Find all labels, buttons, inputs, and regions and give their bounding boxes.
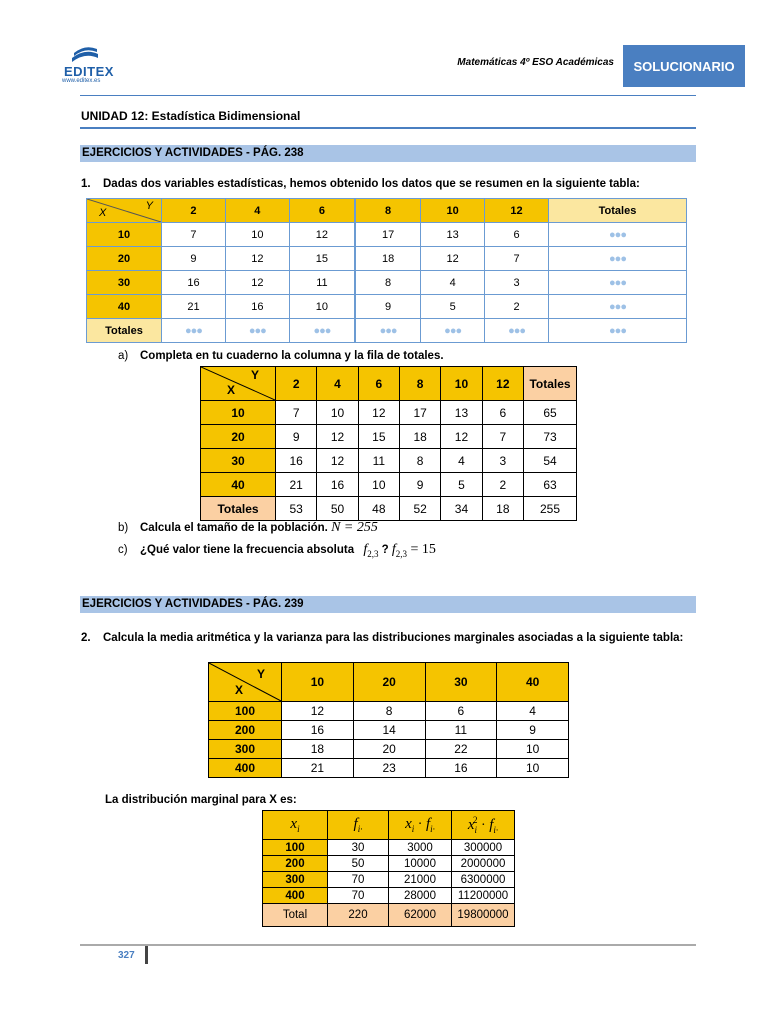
table-row-total (263, 904, 515, 927)
row-header-totales: Totales (87, 319, 162, 343)
row-header: 30 (87, 271, 162, 295)
table-cell: 2 (482, 473, 523, 497)
table-cell: 21 (276, 473, 317, 497)
table-cell: 53 (276, 497, 317, 521)
table-cell: 10 (497, 759, 569, 778)
subject-title: Matemáticas 4º ESO Académicas (457, 57, 614, 68)
corner-x: X (99, 207, 107, 219)
table-cell: 22 (425, 740, 497, 759)
table-cell: 12 (225, 247, 289, 271)
subquestion-letter: c) (118, 544, 128, 556)
table-cell: 18 (399, 425, 440, 449)
dots-placeholder: ●●● (549, 271, 687, 295)
table-cell: 12 (289, 223, 355, 247)
table-cell: 16 (276, 449, 317, 473)
table-cell: 2 (485, 295, 549, 319)
table-row (209, 721, 569, 740)
table-cell: 21 (162, 295, 226, 319)
corner-x: X (235, 683, 244, 697)
table-cell: 10 (225, 223, 289, 247)
col-header: 12 (485, 199, 549, 223)
table-cell: 3 (482, 449, 523, 473)
marginal-x-table (262, 810, 515, 927)
question-text: Dadas dos variables estadísticas, hemos obtenido los datos que se resumen en la siguiente tabla: (103, 178, 640, 190)
table-row (209, 759, 569, 778)
table-cell: 18 (482, 497, 523, 521)
row-header: 400 (209, 759, 282, 778)
table-cell: 9 (399, 473, 440, 497)
subquestion-letter: a) (118, 350, 129, 362)
question-1 (81, 178, 697, 190)
row-header: 300 (209, 740, 282, 759)
table-cell: 18 (355, 247, 421, 271)
table-cell: 16 (282, 721, 354, 740)
dots-placeholder: ●●● (162, 319, 226, 343)
table-cell: 12 (317, 425, 358, 449)
table-cell: 18 (282, 740, 354, 759)
table-cell: 13 (441, 401, 482, 425)
table-row (263, 888, 515, 904)
unit-rule (80, 127, 696, 129)
table-cell: 12 (225, 271, 289, 295)
table-cell: 52 (399, 497, 440, 521)
row-header: 200 (263, 856, 328, 872)
table-cell: 13 (421, 223, 485, 247)
page-number: 327 (118, 950, 135, 961)
table-row (201, 425, 577, 449)
table-row-totals (87, 319, 687, 343)
table-cell: 9 (497, 721, 569, 740)
question-1b (118, 520, 378, 536)
subquestion-letter: b) (118, 522, 129, 534)
subquestion-text: Completa en tu cuaderno la columna y la fila de totales. (140, 350, 444, 362)
table-cell: 11 (289, 271, 355, 295)
table-cell: 5 (421, 295, 485, 319)
table-cell: 20 (353, 740, 425, 759)
col-header: 6 (358, 367, 399, 401)
table-cell: 11 (425, 721, 497, 740)
table-row (87, 247, 687, 271)
totals-table (200, 366, 577, 521)
table-cell: 70 (328, 872, 389, 888)
table-cell: 7 (276, 401, 317, 425)
table-cell: 12 (317, 449, 358, 473)
dots-placeholder: ●●● (549, 295, 687, 319)
table-cell: 50 (328, 856, 389, 872)
table-cell: 300000 (452, 840, 515, 856)
corner-x: X (227, 383, 236, 397)
table-cell: 8 (353, 702, 425, 721)
unit-title: UNIDAD 12: Estadística Bidimensional (81, 109, 301, 123)
col-header: 6 (289, 199, 355, 223)
col-header: 40 (497, 663, 569, 702)
table-cell: 9 (276, 425, 317, 449)
table-cell: 12 (282, 702, 354, 721)
table-row (263, 856, 515, 872)
col-header-fi: $f_{i\cdot}$ (328, 811, 389, 840)
bivariate-table (208, 662, 569, 778)
diagonal-line (201, 367, 275, 400)
row-header: 10 (87, 223, 162, 247)
corner-y: Y (251, 368, 260, 382)
question-number: 1. (81, 178, 91, 190)
section-heading-238: EJERCICIOS Y ACTIVIDADES - PÁG. 238 (80, 145, 696, 162)
question-number: 2. (81, 632, 91, 644)
table-cell: 34 (441, 497, 482, 521)
table-cell: 73 (524, 425, 577, 449)
col-header-totales: Totales (524, 367, 577, 401)
col-header: 8 (355, 199, 421, 223)
question-1c (118, 542, 436, 559)
table-cell: 17 (355, 223, 421, 247)
col-header: 2 (162, 199, 226, 223)
table-cell: 16 (225, 295, 289, 319)
table-row (87, 223, 687, 247)
table-row (263, 840, 515, 856)
table-cell: 21000 (389, 872, 452, 888)
table-cell: 12 (421, 247, 485, 271)
row-header: 40 (201, 473, 276, 497)
table-row (209, 740, 569, 759)
corner-y: Y (257, 667, 266, 681)
table-cell: 7 (482, 425, 523, 449)
table-cell: 255 (524, 497, 577, 521)
table-cell: 3000 (389, 840, 452, 856)
dots-placeholder: ●●● (289, 319, 355, 343)
dots-placeholder: ●●● (225, 319, 289, 343)
col-header: 10 (421, 199, 485, 223)
table-cell: 19800000 (452, 904, 515, 927)
row-header: 400 (263, 888, 328, 904)
table-cell: 220 (328, 904, 389, 927)
data-table-1 (86, 198, 687, 343)
table-row (87, 295, 687, 319)
editex-logo: EDITEX (64, 64, 114, 79)
row-header: 40 (87, 295, 162, 319)
col-header: 8 (399, 367, 440, 401)
table-cell: 11200000 (452, 888, 515, 904)
table-cell: 7 (485, 247, 549, 271)
table-cell: 16 (162, 271, 226, 295)
corner-cell (87, 199, 162, 223)
table-cell: 10 (358, 473, 399, 497)
dots-placeholder: ●●● (355, 319, 421, 343)
table-row (201, 449, 577, 473)
dots-placeholder: ●●● (549, 319, 687, 343)
table-cell: 16 (317, 473, 358, 497)
table-cell: 62000 (389, 904, 452, 927)
col-header: 4 (317, 367, 358, 401)
dots-placeholder: ●●● (549, 247, 687, 271)
table-cell: 6 (425, 702, 497, 721)
row-header: 10 (201, 401, 276, 425)
question-2 (81, 630, 697, 646)
col-header: 30 (425, 663, 497, 702)
col-header: 12 (482, 367, 523, 401)
footer-divider (80, 944, 696, 946)
dots-placeholder: ●●● (485, 319, 549, 343)
table-row (201, 401, 577, 425)
table-cell: 9 (162, 247, 226, 271)
col-header: 20 (353, 663, 425, 702)
row-header-totales: Totales (201, 497, 276, 521)
table-cell: 54 (524, 449, 577, 473)
editex-logo-icon (70, 44, 100, 66)
table-cell: 70 (328, 888, 389, 904)
table-cell: 10 (317, 401, 358, 425)
table-cell: 21 (282, 759, 354, 778)
corner-y: Y (145, 200, 153, 212)
diagonal-line (209, 663, 281, 701)
col-header-xi-fi: $x_i \cdot f_{i\cdot}$ (389, 811, 452, 840)
corner-cell (201, 367, 276, 401)
table-row (87, 271, 687, 295)
col-header-xi2-fi: $x_i^2 \cdot f_{i\cdot}$ (452, 811, 515, 840)
row-header: 30 (201, 449, 276, 473)
col-header-totales: Totales (549, 199, 687, 223)
col-header-xi: $x_i$ (263, 811, 328, 840)
table-cell: 10000 (389, 856, 452, 872)
table-cell: 15 (289, 247, 355, 271)
table-cell: 6 (485, 223, 549, 247)
col-header: 10 (282, 663, 354, 702)
table-cell: 50 (317, 497, 358, 521)
col-header: 2 (276, 367, 317, 401)
table-cell: 9 (355, 295, 421, 319)
table-cell: 6 (482, 401, 523, 425)
table-cell: 6300000 (452, 872, 515, 888)
frequency-symbol: $f_{2,3}$ (363, 542, 379, 559)
table-cell: 3 (485, 271, 549, 295)
col-header: 10 (441, 367, 482, 401)
table-row (263, 872, 515, 888)
table-cell: 14 (353, 721, 425, 740)
row-header: 20 (201, 425, 276, 449)
page-number-bar (145, 946, 148, 964)
header-divider (80, 95, 696, 96)
editex-url: www.editex.es (62, 78, 101, 84)
table-row (209, 702, 569, 721)
dots-placeholder: ●●● (549, 223, 687, 247)
dots-placeholder: ●●● (421, 319, 485, 343)
table-cell: 12 (441, 425, 482, 449)
solucionario-badge: SOLUCIONARIO (623, 45, 745, 87)
answer-formula: $f_{2,3} = 15$ (391, 542, 436, 559)
row-header: 100 (263, 840, 328, 856)
marginal-label: La distribución marginal para X es: (105, 794, 297, 806)
table-cell: 8 (399, 449, 440, 473)
corner-cell (209, 663, 282, 702)
row-header-total: Total (263, 904, 328, 927)
row-header: 20 (87, 247, 162, 271)
table-cell: 16 (425, 759, 497, 778)
table-cell: 8 (355, 271, 421, 295)
table-cell: 10 (497, 740, 569, 759)
subquestion-text: ¿Qué valor tiene la frecuencia absoluta (140, 544, 355, 556)
table-cell: 15 (358, 425, 399, 449)
table-cell: 23 (353, 759, 425, 778)
row-header: 300 (263, 872, 328, 888)
table-cell: 17 (399, 401, 440, 425)
table-cell: 10 (289, 295, 355, 319)
table-cell: 4 (497, 702, 569, 721)
table-cell: 48 (358, 497, 399, 521)
table-cell: 2000000 (452, 856, 515, 872)
table-cell: 4 (441, 449, 482, 473)
table-cell: 28000 (389, 888, 452, 904)
section-heading-239: EJERCICIOS Y ACTIVIDADES - PÁG. 239 (80, 596, 696, 613)
row-header: 100 (209, 702, 282, 721)
table-cell: 63 (524, 473, 577, 497)
table-cell: 11 (358, 449, 399, 473)
table-cell: 7 (162, 223, 226, 247)
question-text: Calcula la media aritmética y la varianza para las distribuciones marginales asociadas a la siguiente tabla: (103, 632, 684, 644)
col-header: 4 (225, 199, 289, 223)
question-mark: ? (381, 544, 389, 556)
table-cell: 5 (441, 473, 482, 497)
row-header: 200 (209, 721, 282, 740)
table-row (201, 473, 577, 497)
question-1a (118, 350, 444, 362)
table-cell: 4 (421, 271, 485, 295)
table-row-totals (201, 497, 577, 521)
subquestion-text: Calcula el tamaño de la población. (140, 522, 328, 534)
table-cell: 65 (524, 401, 577, 425)
answer-formula: N = 255 (331, 520, 378, 535)
table-cell: 12 (358, 401, 399, 425)
table-cell: 30 (328, 840, 389, 856)
